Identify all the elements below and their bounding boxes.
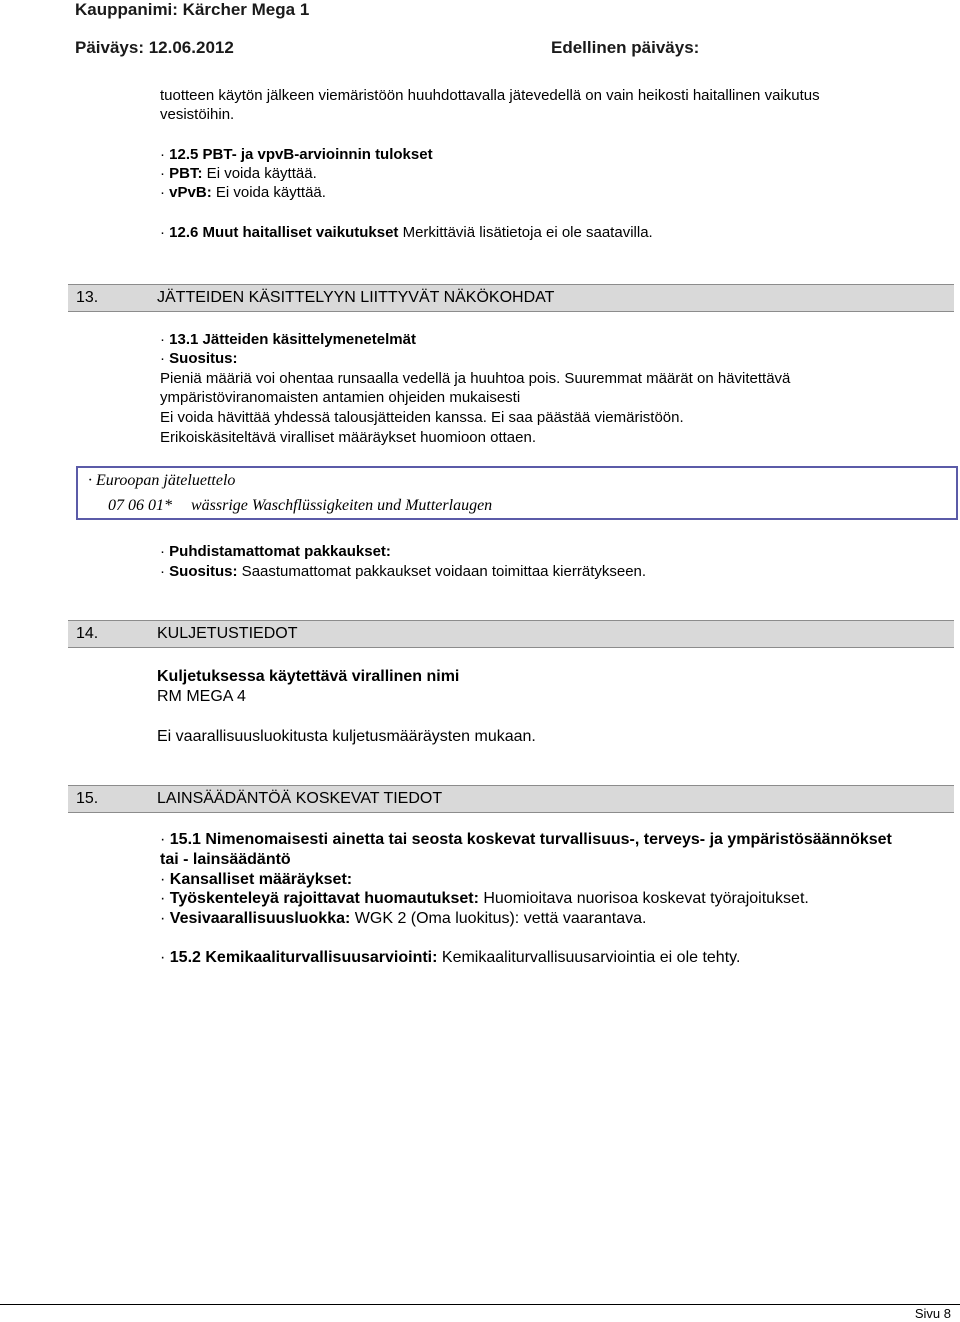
vpvb-row: · vPvB: Ei voida käyttää.: [160, 184, 326, 201]
section-15-title: LAINSÄÄDÄNTÖÄ KOSKEVAT TIEDOT: [157, 790, 443, 807]
chemical-safety-assessment: · 15.2 Kemikaaliturvallisuusarviointi: Kemikaaliturvallisuusarviointia ei ole tehty.: [160, 949, 741, 966]
packaging-recommendation: · Suositus: Saastumattomat pakkaukset voidaan toimittaa kierrätykseen.: [160, 563, 647, 580]
recommendation-line-3: Ei voida hävittää yhdessä talousjätteiden kanssa. Ei saa päästää viemäristöön.: [160, 409, 684, 426]
recommendation-line-1: Pieniä määriä voi ohentaa runsaalla vedellä ja huuhtoa pois. Suuremmat määrät on hävitettävä: [160, 370, 791, 387]
section-13-header: [68, 284, 954, 312]
national-regulations: · Kansalliset määräykset:: [160, 871, 353, 888]
transport-name-value: RM MEGA 4: [157, 688, 246, 705]
section-15-header: [68, 785, 954, 813]
waste-list-title: · Euroopan jäteluettelo: [88, 472, 236, 489]
transport-name-label: Kuljetuksessa käytettävä virallinen nimi: [157, 668, 460, 685]
section-14-number: 14.: [76, 625, 99, 642]
uncleaned-packaging-label: · Puhdistamattomat pakkaukset:: [160, 543, 391, 560]
section-15-number: 15.: [76, 790, 99, 807]
section-14-title: KULJETUSTIEDOT: [157, 625, 298, 642]
section-13-number: 13.: [76, 289, 99, 306]
trade-name: Kauppanimi: Kärcher Mega 1: [75, 0, 310, 19]
water-hazard-class: · Vesivaarallisuusluokka: WGK 2 (Oma luokitus): vettä vaarantava.: [160, 910, 647, 927]
pbt-row: · PBT: Ei voida käyttää.: [160, 165, 317, 182]
other-effects-row: · 12.6 Muut haitalliset vaikutukset Merkittäviä lisätietoja ei ole saatavilla.: [160, 224, 653, 241]
recommendation-line-2: ympäristöviranomaisten antamien ohjeiden mukaisesti: [160, 389, 521, 406]
footer-rule: [0, 1304, 960, 1305]
waste-code: 07 06 01*: [108, 497, 172, 514]
intro-line-2: vesistöihin.: [160, 106, 235, 123]
transport-classification-note: Ei vaarallisuusluokitusta kuljetusmääräysten mukaan.: [157, 728, 536, 745]
regulation-heading-cont: tai - lainsäädäntö: [160, 851, 291, 868]
previous-date: Edellinen päiväys:: [551, 38, 700, 57]
work-restrictions: · Työskenteleyä rajoittavat huomautukset: Huomioitava nuorisoa koskevat työrajoitukset.: [160, 890, 809, 907]
recommendation-label: · Suositus:: [160, 350, 238, 367]
recommendation-line-4: Erikoiskäsiteltävä viralliset määräykset huomioon ottaen.: [160, 429, 537, 446]
waste-methods-heading: · 13.1 Jätteiden käsittelymenetelmät: [160, 331, 416, 348]
regulation-heading: · 15.1 Nimenomaisesti ainetta tai seosta koskevat turvallisuus-, terveys- ja ympäristösäännökset: [160, 831, 892, 848]
waste-description: wässrige Waschflüssigkeiten und Mutterlaugen: [191, 497, 493, 514]
document-date: Päiväys: 12.06.2012: [75, 38, 234, 57]
pbt-heading: · 12.5 PBT- ja vpvB-arvioinnin tulokset: [160, 146, 433, 163]
intro-line-1: tuotteen käytön jälkeen viemäristöön huuhdottavalla jätevedellä on vain heikosti haitallinen vaikutus: [160, 87, 820, 104]
page-number: Sivu 8: [914, 1306, 951, 1321]
section-13-title: JÄTTEIDEN KÄSITTELYYN LIITTYVÄT NÄKÖKOHDAT: [157, 289, 555, 306]
european-waste-list-box: [76, 466, 958, 520]
section-14-header: [68, 620, 954, 648]
